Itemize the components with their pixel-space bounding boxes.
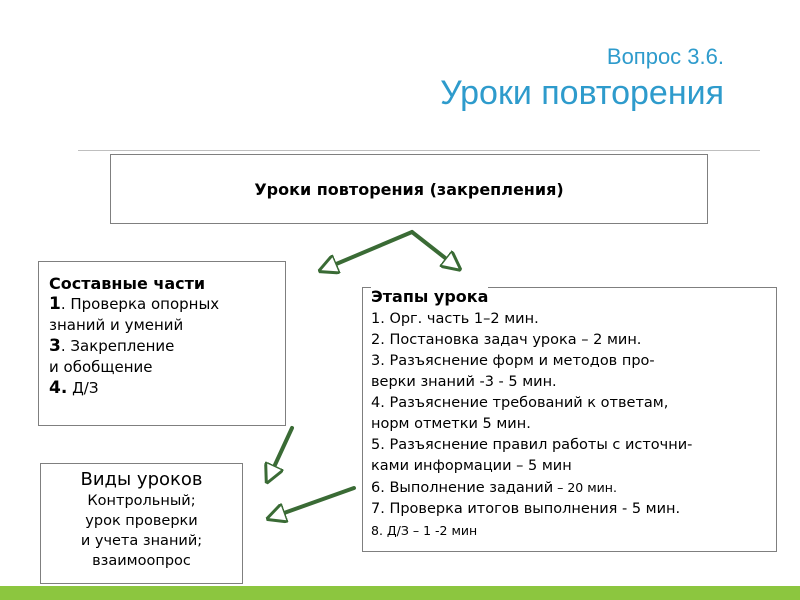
components-box: [38, 261, 286, 426]
arrow-to-parts: [322, 232, 412, 270]
stage-item: 4. Разъяснение требований к ответам,: [371, 395, 669, 411]
footer-bar: [0, 586, 800, 600]
lesson-types-box: [40, 463, 243, 584]
component-item: знаний и умений: [49, 316, 184, 334]
arrow-parts-to-types: [268, 428, 292, 480]
stage-item: 8. Д/З – 1 -2 мин: [371, 523, 478, 538]
arrow-to-stages: [412, 232, 458, 268]
slide-title: Уроки повторения: [440, 74, 724, 112]
component-item: 4. Д/З: [49, 378, 99, 398]
stage-item: 7. Проверка итогов выполнения - 5 мин.: [371, 501, 681, 517]
stage-item: норм отметки 5 мин.: [371, 416, 531, 432]
type-item: Контрольный;: [87, 493, 196, 509]
stage-item: верки знаний -3 - 5 мин.: [371, 374, 557, 390]
arrow-stages-to-types: [270, 488, 354, 518]
component-item: и обобщение: [49, 358, 153, 376]
stage-item: ками информации – 5 мин: [371, 458, 572, 474]
types-heading: Виды уроков: [80, 469, 203, 490]
lesson-stages-box: [362, 287, 777, 552]
type-item: взаимоопрос: [92, 553, 191, 569]
stage-item: 1. Орг. часть 1–2 мин.: [371, 311, 539, 327]
question-number: Вопрос 3.6.: [606, 44, 724, 69]
components-heading: Составные части: [49, 274, 206, 293]
stage-item: 5. Разъяснение правил работы с источни-: [371, 437, 693, 453]
component-item: 3. Закрепление: [49, 336, 175, 356]
page-number: 24: [712, 577, 725, 589]
type-item: урок проверки: [85, 513, 198, 529]
stage-item: 3. Разъяснение форм и методов про-: [371, 353, 655, 369]
stages-heading: Этапы урока: [371, 287, 489, 306]
main-concept-text: Уроки повторения (закрепления): [254, 179, 564, 199]
component-item: 1. Проверка опорных: [49, 294, 220, 314]
stage-item: 6. Выполнение заданий – 20 мин.: [371, 480, 617, 496]
stage-item: 2. Постановка задач урока – 2 мин.: [371, 332, 642, 348]
type-item: и учета знаний;: [80, 533, 203, 549]
